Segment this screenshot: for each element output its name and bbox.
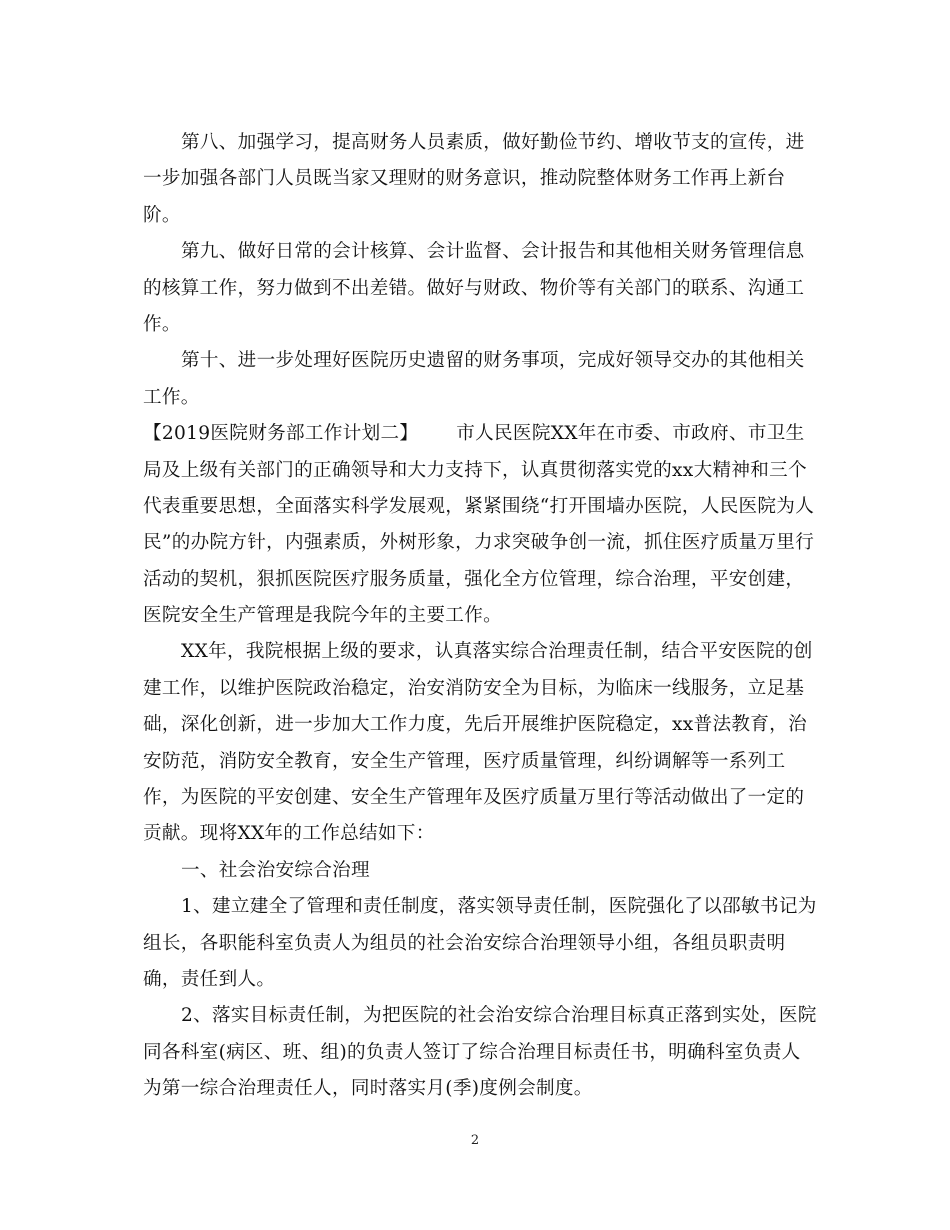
- subsection-heading: 一、社会治安综合治理: [181, 859, 370, 881]
- text-line: 局及上级有关部门的正确领导和大力支持下，认真贯彻落实党的xx大精神和三个: [143, 459, 807, 481]
- text-line: 1、建立建全了管理和责任制度，落实领导责任制，医院强化了以邵敏书记为: [181, 896, 817, 918]
- text-line: 为第一综合治理责任人，同时落实月(季)度例会制度。: [143, 1078, 593, 1100]
- text-line: 活动的契机，狠抓医院医疗服务质量，强化全方位管理，综合治理，平安创建，: [143, 568, 805, 590]
- text-line: 贡献。现将XX年的工作总结如下：: [143, 823, 435, 845]
- document-body: [143, 125, 817, 1108]
- section-heading-line: [143, 416, 813, 452]
- text-line: 民”的办院方针，内强素质，外树形象，力求突破争创一流，抓住医疗质量万里行: [143, 532, 815, 554]
- text-line: 市人民医院XX年在市委、市政府、市卫生: [456, 423, 805, 445]
- text-line: 医院安全生产管理是我院今年的主要工作。: [143, 605, 502, 627]
- text-line: 的核算工作，努力做到不出差错。做好与财政、物价等有关部门的联系、沟通工: [143, 277, 805, 299]
- text-line: 组长，各职能科室负责人为组员的社会治安综合治理领导小组，各组员职责明: [143, 932, 786, 954]
- text-line: XX年，我院根据上级的要求，认真落实综合治理责任制，结合平安医院的创: [181, 641, 813, 663]
- text-line: 安防范，消防安全教育，安全生产管理，医疗质量管理，纠纷调解等一系列工: [143, 750, 786, 772]
- text-line: 第九、做好日常的会计核算、会计监督、会计报告和其他相关财务管理信息: [181, 241, 805, 263]
- text-line: 确，责任到人。: [143, 968, 276, 990]
- text-line: 第八、加强学习，提高财务人员素质，做好勤俭节约、增收节支的宣传，进: [181, 132, 805, 153]
- text-line: 作，为医院的平安创建、安全生产管理年及医疗质量万里行等活动做出了一定的: [143, 787, 805, 809]
- text-line: 作。: [143, 313, 181, 335]
- text-line: 建工作，以维护医院政治稳定，治安消防安全为目标，为临床一线服务，立足基: [143, 677, 805, 699]
- text-line: 阶。: [143, 204, 181, 226]
- text-line: 一步加强各部门人员既当家又理财的财务意识，推动院整体财务工作再上新台: [143, 168, 786, 190]
- text-line: 代表重要思想，全面落实科学发展观，紧紧围绕“打开围墙办医院，人民医院为人: [143, 495, 815, 517]
- text-line: 工作。: [143, 386, 200, 408]
- page-number: 2: [470, 1133, 480, 1148]
- section-heading: 【2019医院财务部工作计划二】: [143, 423, 419, 445]
- text-line: 同各科室(病区、班、组)的负责人签订了综合治理目标责任书，明确科室负责人: [143, 1041, 801, 1063]
- text-line: 第十、进一步处理好医院历史遗留的财务事项，完成好领导交办的其他相关: [181, 350, 805, 372]
- text-line: 2、落实目标责任制，为把医院的社会治安综合治理目标真正落到实处，医院: [181, 1005, 817, 1027]
- text-line: 础，深化创新，进一步加大工作力度，先后开展维护医院稳定，xx普法教育，治: [143, 714, 807, 736]
